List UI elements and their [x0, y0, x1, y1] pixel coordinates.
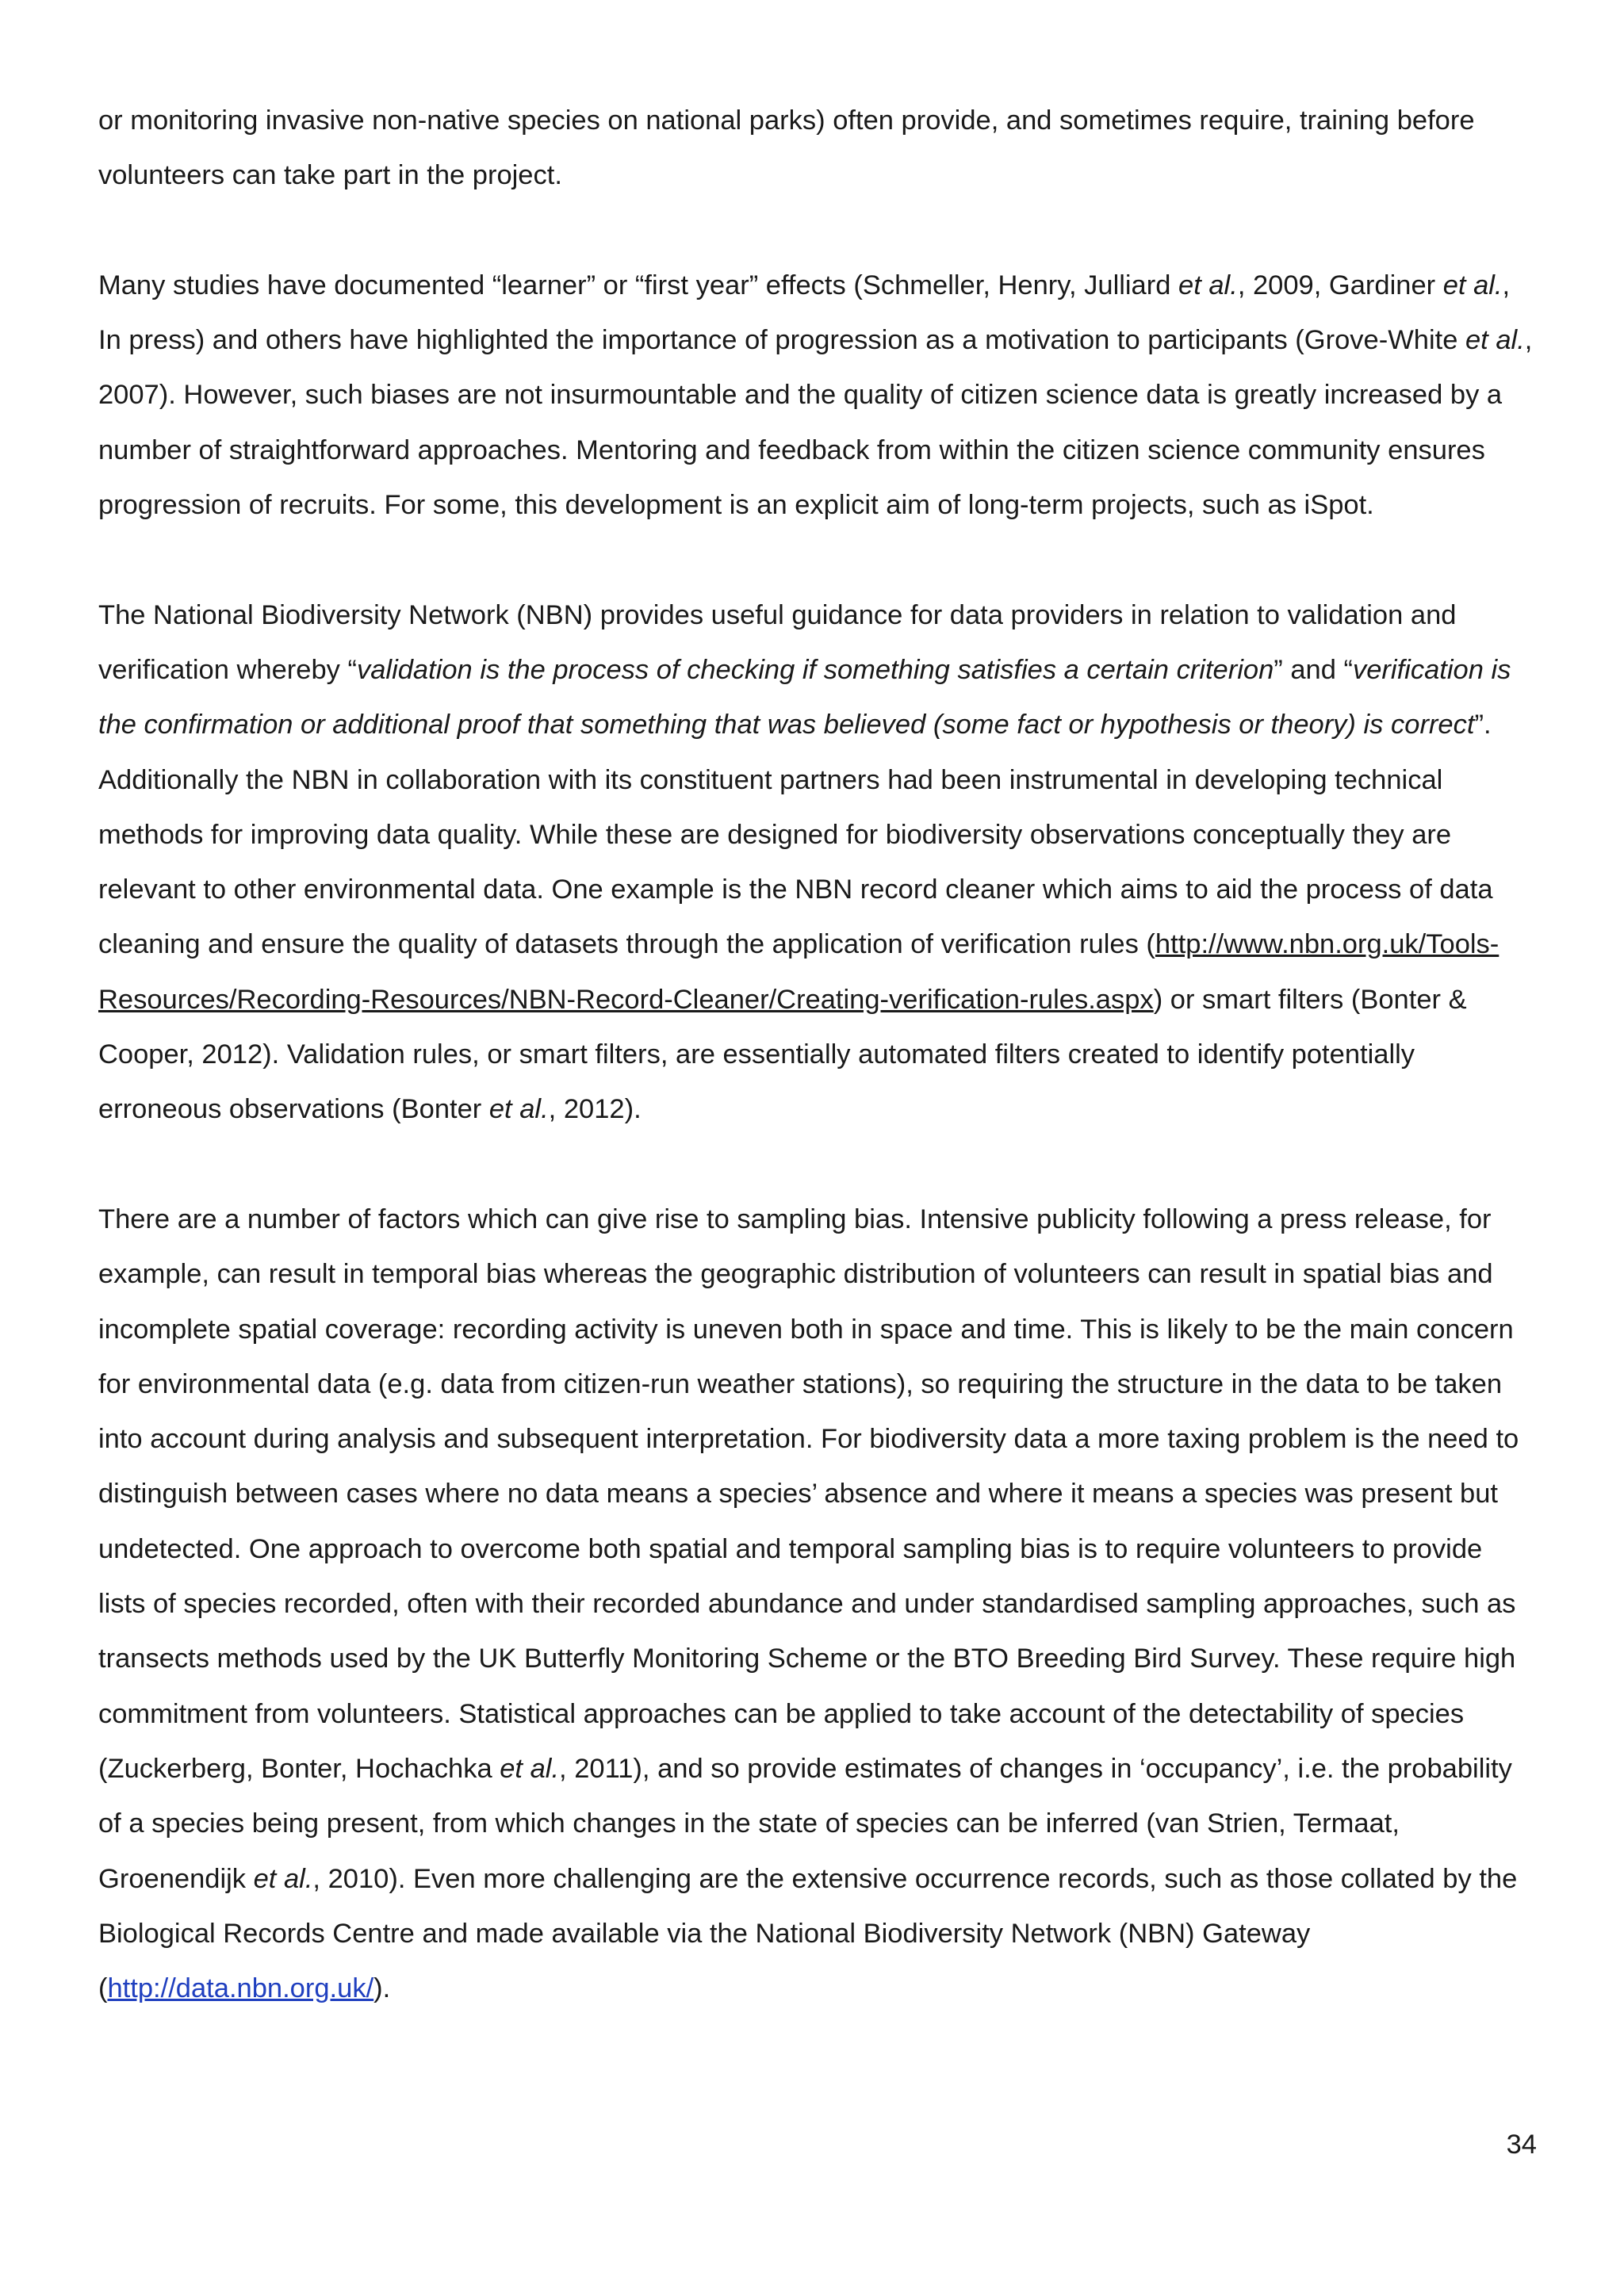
text-run: Many studies have documented “learner” or “first year” effects (Schmeller, Henry, Julliard [98, 270, 1179, 300]
record-cleaner-link[interactable]: http://www.nbn.org.uk/Tools-Resources/Recording-Resources/NBN-Record-Cleaner/Creating-verification-rules.aspx [98, 929, 1500, 1015]
paragraph-learner-effects [98, 258, 1535, 533]
nbn-gateway-link[interactable]: http://data.nbn.org.uk/ [107, 1973, 374, 2004]
text-run: There are a number of factors which can give rise to sampling bias. Intensive publicity following a press release, for example, can result in temporal bias whereas the geographic distribution of volunteers can result in spatial bias and incomplete spatial coverage: recording activity is uneven both in space and time. This is likely to be the main concern for environmental data (e.g. data from citizen-run weather stations), so requiring the structure in the data to be taken into account during analysis and subsequent interpretation. For biodiversity data a more taxing problem is the need to distinguish between cases where no data means a species’ absence and where it means a species was present but undetected. One approach to overcome both spatial and temporal sampling bias is to require volunteers to provide lists of species recorded, often with their recorded abundance and under standardised sampling approaches, such as transects methods used by the UK Butterfly Monitoring Scheme or the BTO Breeding Bird Survey. These require high commitment from volunteers. Statistical approaches can be applied to take account of the detectability of species (Zuckerberg, Bonter, Hochachka [98, 1203, 1519, 1784]
text-run: , 2007). However, such biases are not insurmountable and the quality of citizen science data is greatly increased by a number of straightforward approaches. Mentoring and feedback from within the citizen science community ensures progression of recruits. For some, this development is an explicit aim of long-term projects, such as iSpot. [98, 325, 1533, 521]
text-run: , 2009, Gardiner [1237, 270, 1443, 300]
italic-text: et al. [1465, 325, 1525, 356]
italic-text: verification is the confirmation or additional proof that something that was believed (some fact or hypothesis or theory) is correct [98, 654, 1511, 740]
paragraph-nbn-guidance [98, 588, 1535, 1138]
text-run: , 2012). [548, 1094, 642, 1125]
text-run: ) or smart filters (Bonter & Cooper, 2012). Validation rules, or smart filters, are essentially automated filters created to identify potentially erroneous observations (Bonter [98, 984, 1467, 1125]
text-run: ” and “ [1274, 654, 1353, 685]
italic-text: et al. [1442, 270, 1503, 300]
text-run: , 2011), and so provide estimates of changes in ‘occupancy’, i.e. the probability of a species being present, from which changes in the state of species can be inferred (van Strien, Termaat, Groenendijk [98, 1753, 1512, 1894]
italic-text: validation is the process of checking if something satisfies a certain criterion [356, 654, 1274, 685]
text-run: ”. Additionally the NBN in collaboration with its constituent partners had been instrumental in developing technical methods for improving data quality. While these are designed for biodiversity observations conceptually they are relevant to other environmental data. One example is the NBN record cleaner which aims to aid the process of data cleaning and ensure the quality of datasets through the application of verification rules ( [98, 710, 1493, 960]
italic-text: et al. [500, 1753, 560, 1784]
italic-text: et al. [1178, 270, 1238, 300]
text-run: The National Biodiversity Network (NBN) provides useful guidance for data providers in relation to validation and verification whereby “ [98, 599, 1457, 685]
text-run: or monitoring invasive non-native species on national parks) often provide, and sometimes require, training before volunteers can take part in the project. [98, 105, 1475, 191]
text-run: , 2010). Even more challenging are the extensive occurrence records, such as those collated by the Biological Records Centre and made available via the National Biodiversity Network (NBN) Gateway ( [98, 1863, 1518, 2004]
page-body [98, 94, 1535, 2016]
text-run: , In press) and others have highlighted the importance of progression as a motivation to participants (Grove-White [98, 270, 1511, 356]
page-number: 34 [1506, 2130, 1537, 2160]
paragraph-training [98, 94, 1535, 204]
paragraph-sampling-bias [98, 1192, 1535, 2016]
italic-text: et al. [488, 1094, 549, 1125]
italic-text: et al. [253, 1863, 313, 1894]
text-run: ). [373, 1973, 391, 2004]
